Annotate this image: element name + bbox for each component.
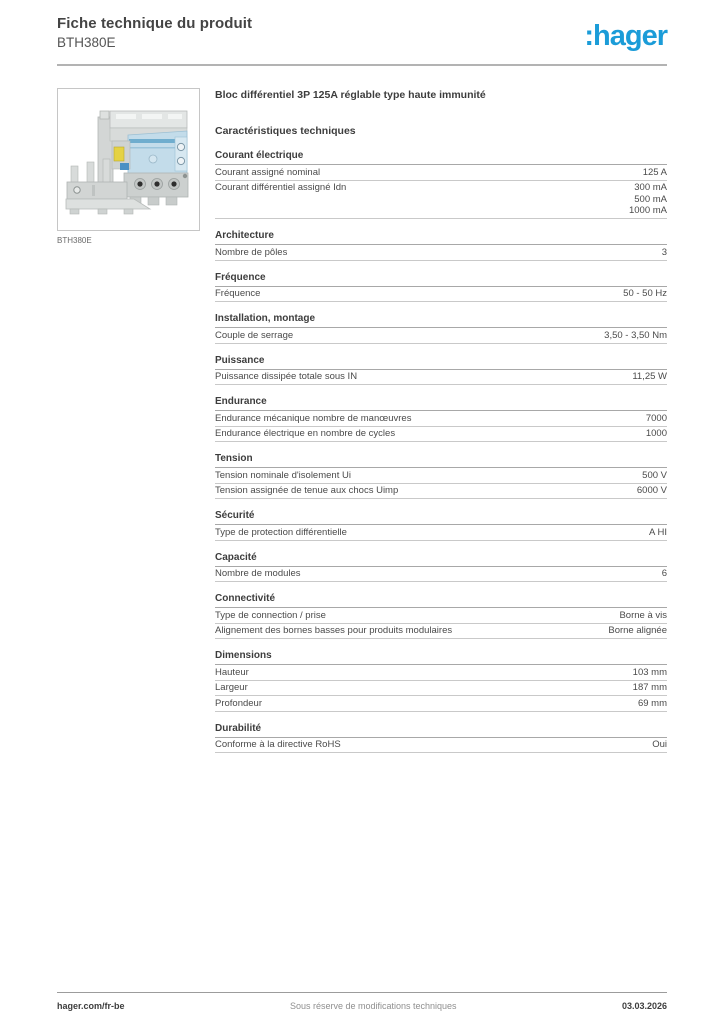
spec-section xyxy=(215,650,667,712)
right-column xyxy=(215,88,667,753)
page-footer xyxy=(57,992,667,1011)
spec-row xyxy=(215,608,667,624)
spec-row-label: Largeur xyxy=(215,682,248,693)
spec-row-value: 3,50 - 3,50 Nm xyxy=(604,329,667,341)
spec-row-value: 300 mA 500 mA 1000 mA xyxy=(628,182,667,216)
spec-section xyxy=(215,593,667,639)
spec-row-value: Borne à vis xyxy=(619,609,667,621)
spec-section xyxy=(215,230,667,261)
spec-row-label: Endurance mécanique nombre de manœuvres xyxy=(215,412,412,424)
spec-row xyxy=(215,427,667,443)
product-image-caption: BTH380E xyxy=(57,236,92,245)
spec-row-value: Borne alignée xyxy=(608,625,667,636)
spec-row xyxy=(215,468,667,484)
page-header xyxy=(57,15,667,51)
spec-row-label: Courant différentiel assigné Idn xyxy=(215,182,347,193)
spec-row xyxy=(215,624,667,640)
spec-section-title: Capacité xyxy=(215,552,667,567)
spec-row-label: Fréquence xyxy=(215,288,261,299)
spec-row-value: 500 V xyxy=(642,469,667,481)
spec-row-value: 6 xyxy=(661,568,667,579)
spec-section xyxy=(215,510,667,541)
product-description: Bloc différentiel 3P 125A réglable type haute immunité xyxy=(215,89,486,101)
footer-note: Sous réserve de modifications techniques xyxy=(289,1001,457,1011)
spec-row xyxy=(215,328,667,344)
spec-row-value: 3 xyxy=(661,246,667,258)
spec-row xyxy=(215,181,667,220)
spec-row xyxy=(215,484,667,500)
spec-section-title: Fréquence xyxy=(215,272,667,287)
spec-section-title: Courant électrique xyxy=(215,150,667,165)
spec-section-title: Endurance xyxy=(215,396,667,411)
spec-section-title: Connectivité xyxy=(215,593,667,608)
spec-section xyxy=(215,723,667,754)
spec-row-value: 69 mm xyxy=(637,697,667,709)
spec-row-value: 6000 V xyxy=(636,485,667,496)
main-content xyxy=(57,88,667,753)
spec-row-value: 187 mm xyxy=(632,682,667,693)
spec-row xyxy=(215,287,667,303)
header-divider xyxy=(57,64,667,66)
spec-row-label: Endurance électrique en nombre de cycles xyxy=(215,428,396,439)
spec-row-value: 7000 xyxy=(645,412,667,424)
spec-row-value: Oui xyxy=(652,739,667,750)
spec-row-label: Puissance dissipée totale sous IN xyxy=(215,371,358,382)
spec-row-value: 103 mm xyxy=(632,666,667,678)
spec-row xyxy=(215,567,667,583)
spec-section xyxy=(215,552,667,583)
spec-row xyxy=(215,525,667,541)
tech-characteristics-heading: Caractéristiques techniques xyxy=(215,125,356,137)
spec-row-label: Nombre de modules xyxy=(215,568,301,579)
spec-row-label: Hauteur xyxy=(215,666,249,678)
spec-section-title: Dimensions xyxy=(215,650,667,665)
spec-row-label: Couple de serrage xyxy=(215,329,294,341)
spec-row-value: 125 A xyxy=(642,166,667,178)
spec-section-title: Puissance xyxy=(215,355,667,370)
spec-row xyxy=(215,411,667,427)
spec-row-label: Alignement des bornes basses pour produits modulaires xyxy=(215,625,453,636)
spec-row-value: 11,25 W xyxy=(632,371,667,382)
spec-section xyxy=(215,396,667,442)
spec-row xyxy=(215,681,667,697)
product-code: BTH380E xyxy=(57,35,116,50)
footer-url: hager.com/fr-be xyxy=(57,1001,125,1011)
spec-section xyxy=(215,272,667,303)
spec-sections xyxy=(215,150,667,753)
spec-row-label: Courant assigné nominal xyxy=(215,166,321,178)
footer-date: 03.03.2026 xyxy=(621,1001,667,1011)
spec-section-title: Sécurité xyxy=(215,510,667,525)
spec-row-label: Type de protection différentielle xyxy=(215,526,347,538)
spec-row xyxy=(215,665,667,681)
spec-row xyxy=(215,245,667,261)
spec-row-value: 1000 xyxy=(645,428,667,439)
left-column xyxy=(57,88,215,753)
spec-row xyxy=(215,165,667,181)
spec-row-label: Tension nominale d'isolement Ui xyxy=(215,469,351,481)
product-photo-illustration xyxy=(58,89,199,230)
product-image xyxy=(57,88,200,231)
spec-section xyxy=(215,150,667,219)
header-text-block xyxy=(57,15,252,50)
spec-section-title: Tension xyxy=(215,453,667,468)
spec-row xyxy=(215,696,667,712)
spec-row-label: Nombre de pôles xyxy=(215,246,288,258)
spec-section-title: Durabilité xyxy=(215,723,667,738)
spec-row-value: A HI xyxy=(649,526,667,538)
spec-section-title: Architecture xyxy=(215,230,667,245)
hager-logo: :hager xyxy=(584,20,667,52)
spec-section-title: Installation, montage xyxy=(215,313,667,328)
spec-row-label: Profondeur xyxy=(215,697,263,709)
spec-section xyxy=(215,355,667,386)
spec-row xyxy=(215,738,667,754)
spec-row-label: Conforme à la directive RoHS xyxy=(215,739,341,750)
spec-row-label: Type de connection / prise xyxy=(215,609,326,621)
spec-row xyxy=(215,370,667,386)
spec-row-label: Tension assignée de tenue aux chocs Uimp xyxy=(215,485,399,496)
spec-row-value: 50 - 50 Hz xyxy=(623,288,667,299)
page-title: Fiche technique du produit xyxy=(57,15,253,32)
spec-section xyxy=(215,453,667,499)
spec-section xyxy=(215,313,667,344)
